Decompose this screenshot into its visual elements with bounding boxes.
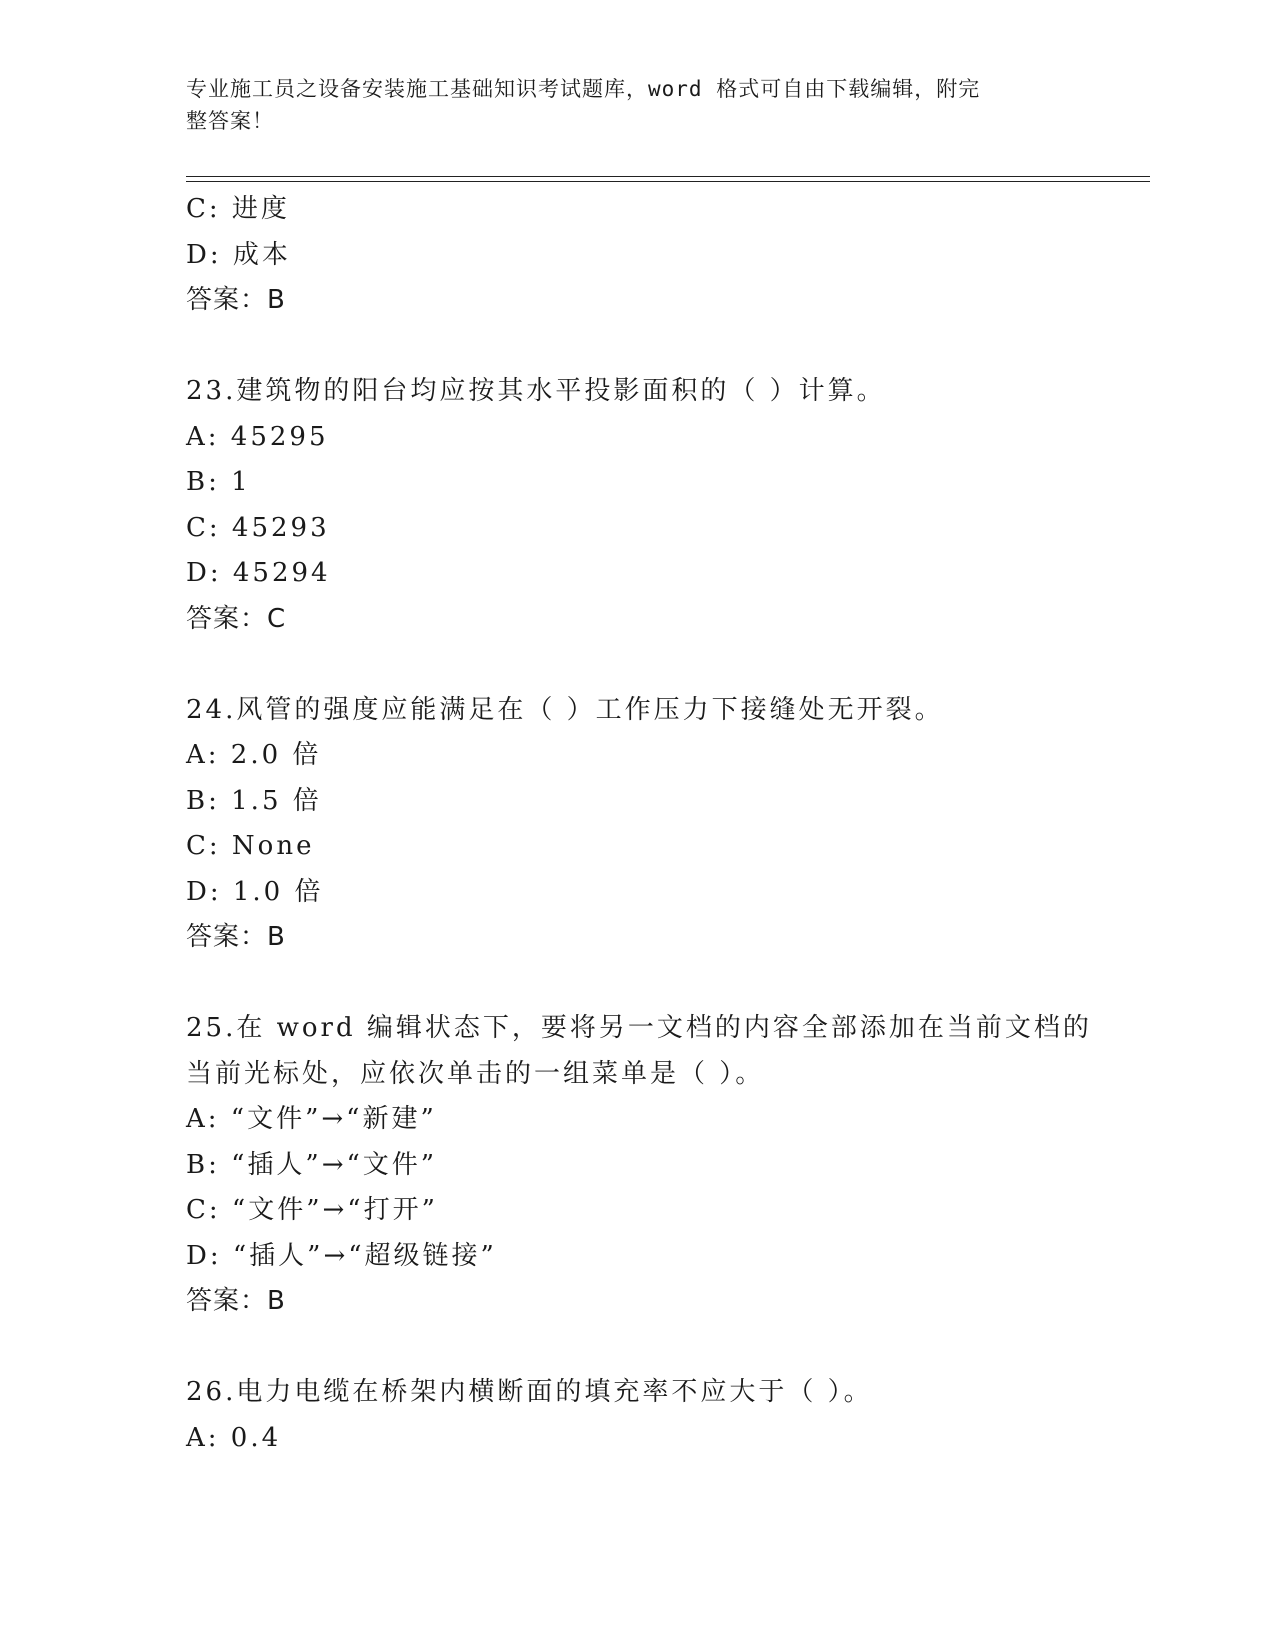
option-d: D: 45294: [186, 558, 331, 588]
answer-line: 答案：B: [186, 285, 286, 315]
question-block-26: [186, 1370, 1086, 1461]
spacer: [186, 324, 1086, 370]
option-d: D: “插人”→“超级链接”: [186, 1240, 497, 1271]
header-divider-top: [186, 176, 1150, 177]
option-a: A: 2.0 倍: [186, 740, 322, 770]
option-d: D: 1.0 倍: [186, 876, 324, 907]
option-b: B: 1.5 倍: [186, 785, 322, 816]
question-block-24: [186, 688, 1086, 961]
question-block-23: [186, 369, 1086, 642]
option-a: A: “文件”→“新建”: [186, 1104, 437, 1134]
question-text: 24.风管的强度应能满足在（ ）工作压力下接缝处无开裂。: [186, 694, 944, 725]
header-divider-bottom: [186, 181, 1150, 182]
question-block-25: [186, 1006, 1092, 1325]
option-b: B: “插人”→“文件”: [186, 1149, 438, 1180]
question-text: 26.电力电缆在桥架内横断面的填充率不应大于（ ）。: [186, 1377, 873, 1407]
option-a: A: 0.4: [186, 1422, 282, 1453]
option-b: B: 1: [186, 467, 251, 497]
option-d: D: 成本: [186, 239, 291, 270]
header-line-1: 专业施工员之设备安装施工基础知识考试题库，word 格式可自由下载编辑，附完: [186, 77, 981, 101]
option-a: A: 45295: [186, 421, 329, 452]
spacer: [186, 1325, 1086, 1371]
answer-line: 答案：B: [186, 922, 286, 952]
answer-line: 答案：B: [186, 1286, 286, 1316]
header-line-2: 整答案！: [186, 109, 274, 133]
option-c: C: “文件”→“打开”: [186, 1195, 438, 1225]
spacer: [186, 961, 1086, 1007]
option-c: C: 进度: [186, 194, 290, 224]
spacer: [186, 642, 1086, 688]
question-list: [186, 187, 1092, 1461]
option-c: C: None: [186, 831, 315, 861]
option-c: C: 45293: [186, 512, 330, 543]
question-text-line-2: 当前光标处，应依次单击的一组菜单是（ ）。: [186, 1058, 765, 1089]
question-text-line-1: 25.在 word 编辑状态下，要将另一文档的内容全部添加在当前文档的: [186, 1013, 1092, 1043]
question-text: 23.建筑物的阳台均应按其水平投影面积的（ ）计算。: [186, 376, 886, 406]
question-block-prev: [186, 187, 1086, 324]
answer-line: 答案：C: [186, 603, 287, 634]
page-header: [186, 73, 1066, 137]
